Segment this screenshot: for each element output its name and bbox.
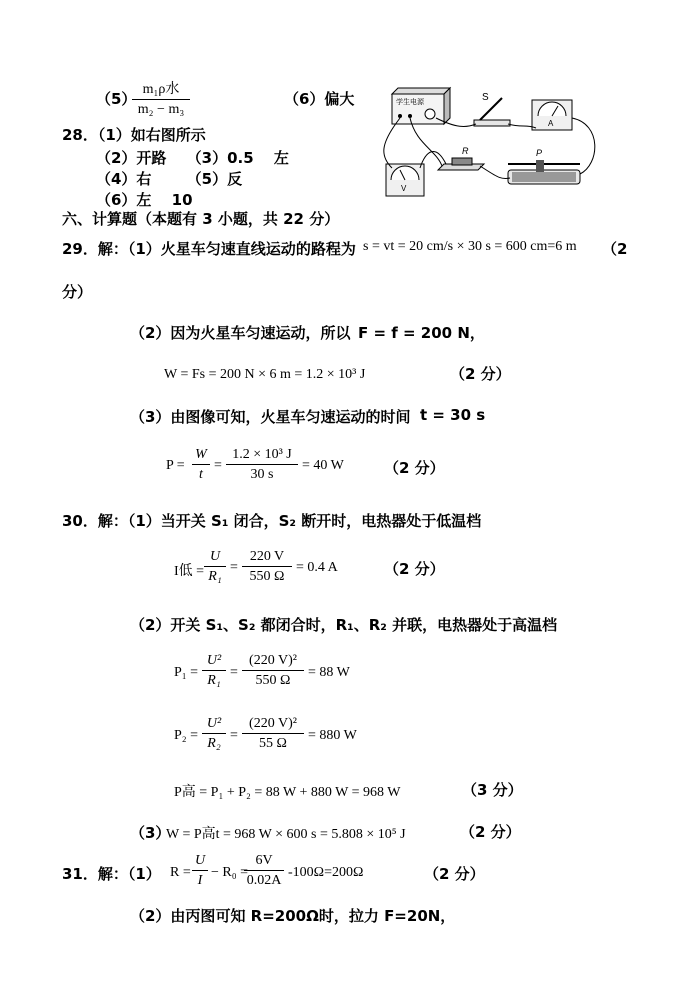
power-label: 学生电源 — [396, 99, 424, 106]
q30-current-lhs: I低 = — [174, 564, 205, 579]
q28-line1: 28．（1）如右图所示 — [62, 126, 206, 144]
fraction-numerator: 1.2 × 10³ J — [226, 447, 298, 465]
q29-part3-time: t = 30 s — [420, 406, 486, 424]
q30-points-2: （3 分） — [462, 781, 523, 799]
q31-resistance-rhs: -100Ω=200Ω — [288, 865, 364, 880]
q30-part2-text: （2）开关 S₁、S₂ 都闭合时，R₁、R₂ 并联，电热器处于高温档 — [130, 616, 558, 634]
fraction-denominator: 550 Ω — [255, 673, 291, 688]
q29-part2-force: F = f = 200 N， — [358, 324, 485, 342]
q29-points-3: （2 分） — [384, 459, 445, 477]
q30-p1-lhs: P₁ = — [174, 665, 199, 680]
fraction-numerator: m₁ρ水 — [132, 78, 190, 100]
q31-points-1: （2 分） — [424, 865, 485, 883]
fraction-denominator: I — [197, 873, 203, 888]
fraction-denominator: 30 s — [250, 467, 274, 482]
fraction-numerator: 6V — [244, 853, 284, 871]
q29-intro: 29．解：（1）火星车匀速直线运动的路程为 — [62, 240, 356, 258]
q30-total-power-equation: P高 = P₁ + P₂ = 88 W + 880 W = 968 W — [174, 785, 401, 800]
fraction-denominator: 0.02A — [246, 873, 282, 888]
q30-p2-lhs: P₂ = — [174, 728, 199, 743]
q30-intro: 30．解：（1）当开关 S₁ 闭合，S₂ 断开时，电热器处于低温档 — [62, 512, 482, 530]
fraction-numerator: 220 V — [242, 549, 292, 567]
fraction-denominator: m₂ − m₃ — [137, 102, 185, 117]
q31-intro: 31．解：（1） — [62, 865, 161, 883]
q31-resistance-lhs: R = — [170, 865, 191, 880]
switch-label: S — [482, 92, 489, 103]
fraction-numerator: W — [192, 447, 210, 465]
q30-p1-fraction-2 — [242, 653, 304, 689]
fraction-denominator: t — [199, 467, 203, 482]
fraction-numerator: U — [204, 549, 226, 567]
q29-points-2: （2 分） — [450, 365, 511, 383]
circuit-diagram — [376, 84, 612, 212]
fraction-numerator: U² — [202, 716, 226, 734]
resistor-label: R — [462, 146, 469, 156]
q30-p2-fraction-1 — [202, 716, 226, 752]
q29-power-fraction-1 — [192, 447, 210, 483]
q30-p1-fraction-1 — [202, 653, 226, 689]
fraction-denominator: R₁ — [208, 569, 222, 584]
q29-part2-text: （2）因为火星车匀速运动，所以 — [130, 324, 351, 342]
q28-line4: （6）左 10 — [96, 191, 193, 209]
q29-points-1a: （2 — [602, 240, 628, 258]
q27-item5-label: （5） — [96, 90, 137, 108]
q28-line2: （2）开路 （3）0.5 左 — [96, 149, 289, 167]
rheostat-label: P — [536, 148, 543, 158]
q30-points-1: （2 分） — [384, 560, 445, 578]
q30-part3-label: （3） — [130, 824, 171, 842]
q30-points-3: （2 分） — [460, 823, 521, 841]
resistor — [438, 146, 484, 170]
fraction-denominator: R₂ — [207, 736, 221, 751]
q30-p2-fraction-2 — [242, 716, 304, 752]
equals-sign: = — [230, 665, 238, 680]
fraction-denominator: 550 Ω — [249, 569, 285, 584]
fraction-numerator: (220 V)² — [242, 653, 304, 671]
q27-item5-fraction — [132, 78, 190, 118]
ammeter-label: A — [548, 119, 554, 128]
q27-item6: （6）偏大 — [284, 90, 355, 108]
q31-resistance-fraction-1 — [192, 853, 208, 889]
voltmeter — [386, 164, 424, 196]
q30-current-rhs: = 0.4 A — [296, 560, 338, 575]
q30-energy-equation: W = P高t = 968 W × 600 s = 5.808 × 10⁵ J — [166, 827, 406, 842]
equals-sign: = — [230, 728, 238, 743]
q28-line3: （4）右 （5）反 — [96, 170, 243, 188]
q30-current-fraction-2 — [242, 549, 292, 585]
q29-work-equation: W = Fs = 200 N × 6 m = 1.2 × 10³ J — [164, 367, 366, 382]
equals-sign: = — [214, 458, 222, 473]
q31-part2-text: （2）由丙图可知 R=200Ω时，拉力 F=20N， — [130, 907, 456, 925]
power-supply — [392, 88, 450, 124]
q30-current-fraction-1 — [204, 549, 226, 585]
q29-points-1b: 分） — [62, 283, 93, 301]
q31-resistance-mid: − R₀ = — [211, 865, 249, 880]
q29-distance-equation: s = vt = 20 cm/s × 30 s = 600 cm=6 m — [363, 239, 577, 254]
ammeter — [532, 100, 572, 130]
q29-power-lhs: P = — [166, 458, 185, 473]
equals-sign: = — [230, 560, 238, 575]
fraction-denominator: R₁ — [207, 673, 221, 688]
q29-power-fraction-2 — [226, 447, 298, 483]
q29-power-rhs: = 40 W — [302, 458, 344, 473]
q30-p2-rhs: = 880 W — [308, 728, 357, 743]
q30-p1-rhs: = 88 W — [308, 665, 350, 680]
rheostat — [508, 148, 580, 184]
switch — [474, 92, 510, 126]
q31-resistance-fraction-2 — [244, 853, 284, 889]
voltmeter-label: V — [401, 184, 407, 193]
q29-part3-text: （3）由图像可知，火星车匀速运动的时间 — [130, 408, 411, 426]
fraction-numerator: U² — [202, 653, 226, 671]
section-6-heading: 六、计算题（本题有 3 小题，共 22 分） — [62, 210, 340, 228]
fraction-numerator: (220 V)² — [242, 716, 304, 734]
fraction-denominator: 55 Ω — [259, 736, 287, 751]
fraction-numerator: U — [192, 853, 208, 871]
